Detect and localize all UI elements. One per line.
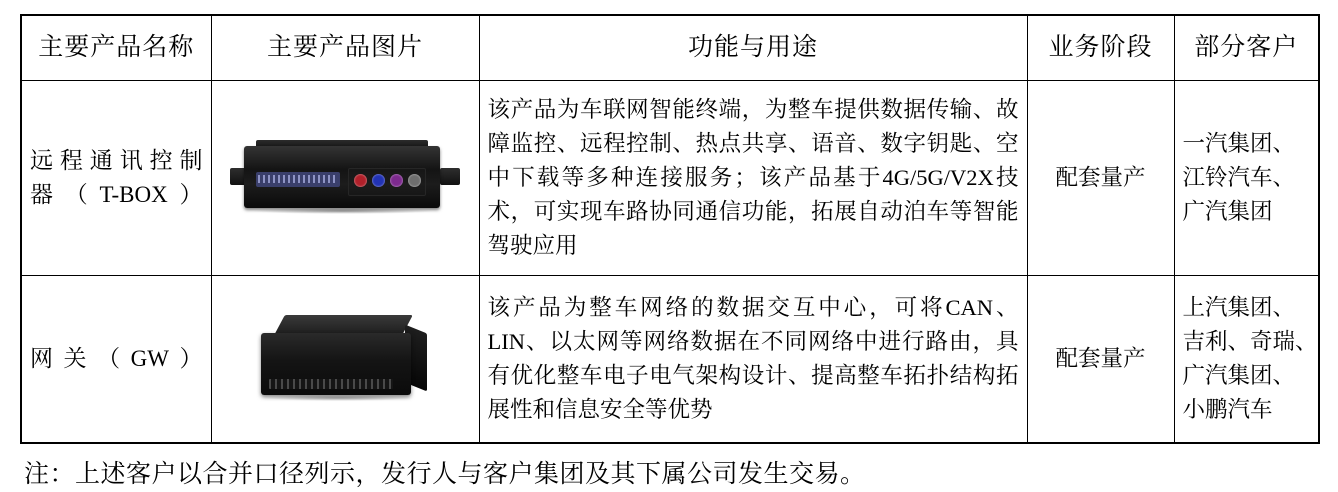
gateway-connector-strip <box>269 379 393 389</box>
product-name-line: 远程通讯控制 <box>30 147 203 173</box>
client-line: 上汽集团、 <box>1182 294 1296 320</box>
column-header-product-image: 主要产品图片 <box>211 15 479 81</box>
table-row <box>21 276 1319 444</box>
column-header-clients: 部分客户 <box>1174 15 1319 81</box>
client-line: 江铃汽车、 <box>1182 164 1296 190</box>
column-header-product-name: 主要产品名称 <box>21 15 211 81</box>
product-function-cell: 该产品为车联网智能终端，为整车提供数据传输、故障监控、远程控制、热点共享、语音、数字钥匙、空中下载等多种连接服务；该产品基于4G/5G/V2X技术，可实现车路协同通信功能，拓展自动泊车等智能驾驶应用 <box>479 81 1027 276</box>
table-footnote: 注：上述客户以合并口径列示，发行人与客户集团及其下属公司发生交易。 <box>24 461 866 488</box>
product-table <box>20 14 1320 444</box>
gateway-device-illustration <box>245 307 445 411</box>
product-name-cell <box>21 81 211 276</box>
tbox-right-tab <box>440 168 460 185</box>
tbox-main-connector <box>256 172 340 187</box>
tbox-connector-red <box>354 174 367 187</box>
tbox-drop-shadow <box>252 208 434 214</box>
gateway-drop-shadow <box>263 395 415 401</box>
product-image-cell <box>211 81 479 276</box>
business-stage-cell: 配套量产 <box>1027 81 1174 276</box>
client-line: 小鹏汽车 <box>1182 397 1273 423</box>
table-header-row <box>21 15 1319 81</box>
product-function-cell: 该产品为整车网络的数据交互中心，可将CAN、LIN、以太网等网络数据在不同网络中进行路由，具有优化整车电子电气架构设计、提高整车拓扑结构拓展性和信息安全等优势 <box>479 276 1027 444</box>
clients-cell <box>1174 81 1319 276</box>
product-name-line: 网关（GW） <box>30 345 203 371</box>
client-line: 一汽集团、 <box>1182 130 1296 156</box>
business-stage-cell: 配套量产 <box>1027 276 1174 444</box>
client-line: 广汽集团 <box>1182 199 1273 225</box>
column-header-business-stage: 业务阶段 <box>1027 15 1174 81</box>
tbox-connector-purple <box>390 174 403 187</box>
column-header-function: 功能与用途 <box>479 15 1027 81</box>
clients-cell <box>1174 276 1319 444</box>
product-name-line: 器（T-BOX） <box>30 182 203 207</box>
table-row <box>21 81 1319 276</box>
product-name-cell <box>21 276 211 444</box>
product-image-cell <box>211 276 479 444</box>
client-line: 广汽集团、 <box>1182 363 1296 388</box>
tbox-connector-gray <box>408 174 421 187</box>
tbox-connector-blue <box>372 174 385 187</box>
client-line: 吉利、奇瑞、 <box>1182 328 1318 354</box>
tbox-device-illustration <box>230 128 460 228</box>
